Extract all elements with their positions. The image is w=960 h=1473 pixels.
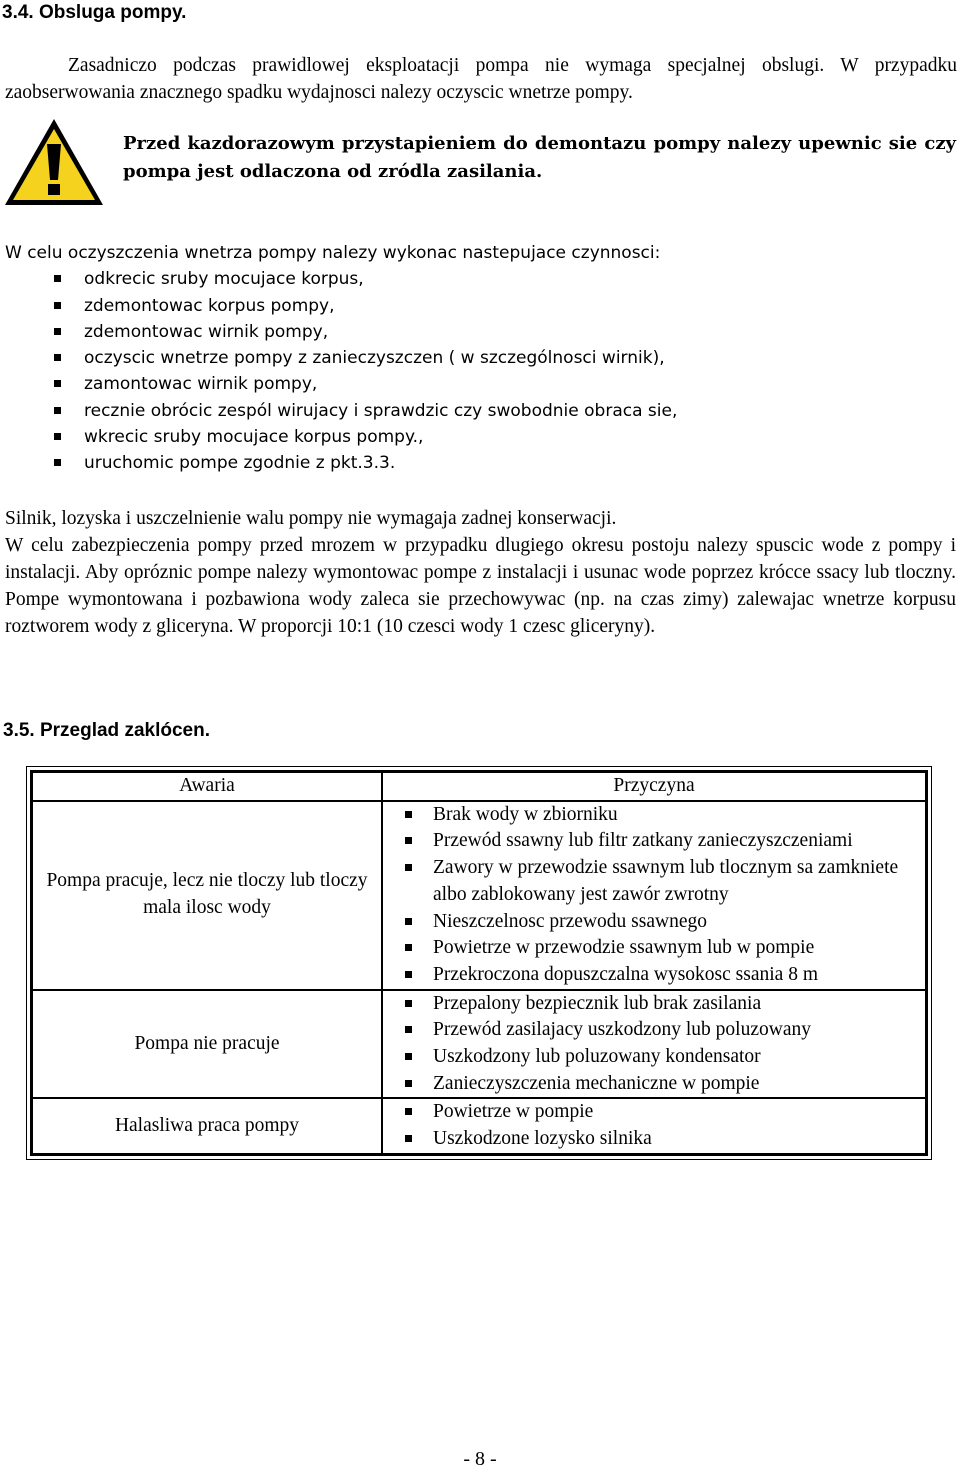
bullet-square-icon [54,380,61,387]
causes-cell [382,990,926,1099]
cleaning-lead: W celu oczyszczenia wnetrza pompy nalezy wykonac nastepujace czynnosci: [5,243,661,263]
warning-text: Przed kazdorazowym przystapieniem do demontazu pompy nalezy upewnic sie czy pompa jest odlaczona od zródla zasilania. [123,133,956,182]
bullet-square-icon [405,918,412,925]
list-item: Powietrze w przewodzie ssawnym lub w pompie [387,935,919,962]
bullet-square-icon [405,811,412,818]
list-item: Przewód zasilajacy uszkodzony lub poluzowany [387,1017,919,1044]
bullet-square-icon [54,459,61,466]
list-item: Nieszczelnosc przewodu ssawnego [387,909,919,936]
list-item: wkrecic sruby mocujace korpus pompy., [5,424,945,450]
list-item: Zawory w przewodzie ssawnym lub tlocznym sa zamkniete albo zablokowany jest zawór zwrotny [387,855,919,908]
list-item: Zanieczyszczenia mechaniczne w pompie [387,1071,919,1098]
warning-triangle-icon [2,116,106,208]
table-row [32,801,926,990]
bullet-square-icon [54,275,61,282]
list-item: zamontowac wirnik pompy, [5,371,945,397]
list-item: Przekroczona dopuszczalna wysokosc ssania 8 m [387,962,919,989]
fault-cell: Halasliwa praca pompy [32,1098,382,1153]
list-item: Przepalony bezpiecznik lub brak zasilania [387,991,919,1018]
bullet-square-icon [405,837,412,844]
bullet-square-icon [405,1108,412,1115]
section-35-title: 3.5. Przeglad zaklócen. [3,720,210,741]
list-item: Uszkodzony lub poluzowany kondensator [387,1044,919,1071]
bullet-square-icon [405,944,412,951]
causes-cell [382,801,926,990]
fault-table [30,770,928,1156]
list-item: recznie obrócic zespól wirujacy i sprawdzic czy swobodnie obraca sie, [5,398,945,424]
fault-cell: Pompa nie pracuje [32,990,382,1099]
intro-paragraph: Zasadniczo podczas prawidlowej eksploatacji pompa nie wymaga specjalnej obslugi. W przypadku zaobserwowania znacznego spadku wydajnosci nalezy oczyscic wnetrze pompy. [5,55,957,103]
list-item: oczyscic wnetrze pompy z zanieczyszczen ( w szczególnosci wirnik), [5,345,945,371]
fault-cell: Pompa pracuje, lecz nie tloczy lub tloczy mala ilosc wody [32,801,382,990]
list-item: odkrecic sruby mocujace korpus, [5,266,945,292]
cleaning-steps-list [5,266,945,476]
list-item: Brak wody w zbiorniku [387,802,919,829]
bullet-square-icon [54,407,61,414]
causes-list [387,802,919,989]
maintenance-section [5,505,956,640]
bullet-square-icon [54,354,61,361]
bullet-square-icon [405,1135,412,1142]
list-item: zdemontowac korpus pompy, [5,293,945,319]
bullet-square-icon [405,1080,412,1087]
cleaning-section [5,240,945,477]
list-item: uruchomic pompe zgodnie z pkt.3.3. [5,450,945,476]
list-item: Uszkodzone lozysko silnika [387,1126,919,1153]
header-przyczyna: Przyczyna [382,772,926,801]
causes-list [387,1099,919,1152]
page-number: - 8 - [463,1448,497,1470]
bullet-square-icon [405,864,412,871]
bullet-square-icon [405,1026,412,1033]
bullet-square-icon [54,302,61,309]
bullet-square-icon [54,328,61,335]
table-header-row [32,772,926,801]
bullet-square-icon [405,1000,412,1007]
maintenance-paragraph-2: W celu zabezpieczenia pompy przed mrozem w przypadku dlugiego okresu postoju nalezy spuscic wode z pompy i instalacji. Aby opróznic pompe nalezy wymontowac pompe z instalacji i usunac wode poprzez krócce ssacy lub tloczny. Pompe wymontowana i pozbawiona wody zaleca sie przechowywac (np. na czas zimy) zalewajac wnetrze korpusu roztworem wody z gliceryna. W proporcji 10:1 (10 czesci wody 1 czesc gliceryny). [5,535,956,637]
table-row [32,990,926,1099]
list-item: Przewód ssawny lub filtr zatkany zanieczyszczeniami [387,828,919,855]
table-row [32,1098,926,1153]
list-item: zdemontowac wirnik pompy, [5,319,945,345]
header-awaria: Awaria [32,772,382,801]
bullet-square-icon [54,433,61,440]
bullet-square-icon [405,971,412,978]
bullet-square-icon [405,1053,412,1060]
causes-cell [382,1098,926,1153]
list-item: Powietrze w pompie [387,1099,919,1126]
causes-list [387,991,919,1098]
maintenance-paragraph-1: Silnik, lozyska i uszczelnienie walu pompy nie wymagaja zadnej konserwacji. [5,508,617,529]
section-34-title: 3.4. Obsluga pompy. [2,2,187,23]
